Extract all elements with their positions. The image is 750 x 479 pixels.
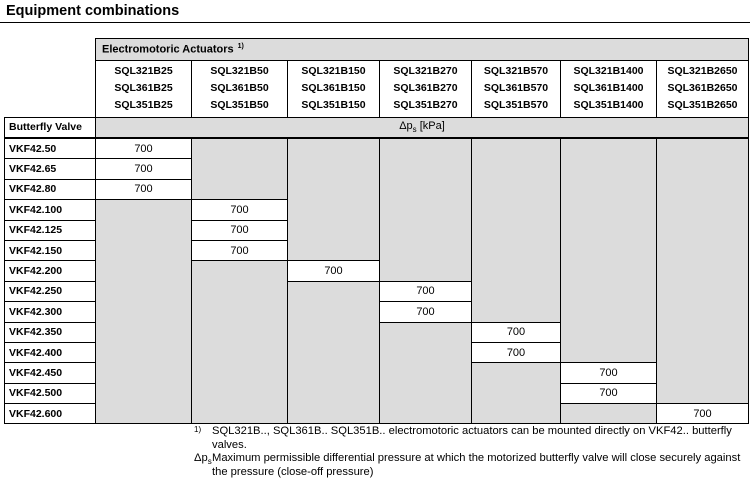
empty-cell bbox=[561, 342, 657, 362]
empty-cell bbox=[96, 404, 192, 424]
empty-cell bbox=[472, 363, 561, 383]
empty-cell bbox=[192, 302, 288, 322]
empty-cell bbox=[561, 322, 657, 342]
title-rule bbox=[0, 22, 750, 23]
unit-row bbox=[5, 117, 749, 138]
empty-cell bbox=[288, 404, 380, 424]
actuator-model: SQL321B2650 bbox=[667, 65, 738, 77]
pressure-value: 700 bbox=[96, 159, 192, 179]
table-row bbox=[5, 404, 749, 424]
valve-model: VKF42.600 bbox=[5, 404, 96, 424]
pressure-value: 700 bbox=[380, 302, 472, 322]
empty-cell bbox=[380, 261, 472, 281]
empty-cell bbox=[380, 179, 472, 199]
empty-cell bbox=[96, 261, 192, 281]
empty-cell bbox=[288, 220, 380, 240]
empty-cell bbox=[380, 342, 472, 362]
empty-cell bbox=[561, 240, 657, 260]
table-row bbox=[5, 159, 749, 179]
valve-model: VKF42.50 bbox=[5, 138, 96, 159]
actuator-model: SQL351B25 bbox=[114, 99, 173, 112]
empty-cell bbox=[657, 240, 749, 260]
table-row bbox=[5, 322, 749, 342]
actuator-model: SQL351B570 bbox=[483, 99, 549, 112]
empty-cell bbox=[380, 138, 472, 159]
actuator-model: SQL361B570 bbox=[483, 82, 549, 95]
actuator-model: SQL351B270 bbox=[393, 99, 458, 112]
table-row bbox=[5, 240, 749, 260]
empty-cell bbox=[192, 363, 288, 383]
empty-cell bbox=[561, 261, 657, 281]
actuator-group-header: Electromotoric Actuators $^{1)}$ bbox=[96, 39, 749, 61]
empty-cell bbox=[561, 159, 657, 179]
empty-cell bbox=[380, 220, 472, 240]
actuator-column-header bbox=[96, 61, 192, 118]
actuator-column-header bbox=[657, 61, 749, 118]
table-row bbox=[5, 179, 749, 199]
valve-model: VKF42.500 bbox=[5, 383, 96, 403]
actuator-column-header bbox=[192, 61, 288, 118]
actuator-model: SQL321B50 bbox=[210, 65, 269, 77]
table-row bbox=[5, 302, 749, 322]
valve-model: VKF42.150 bbox=[5, 240, 96, 260]
actuator-model: SQL361B1400 bbox=[573, 82, 644, 95]
footnote-2-text: Maximum permissible differential pressure at which the motorized butterfly valve will close securely against the pressure (close-off pressure) bbox=[212, 452, 741, 478]
table-row bbox=[5, 261, 749, 281]
actuator-column-header bbox=[472, 61, 561, 118]
valve-model: VKF42.250 bbox=[5, 281, 96, 301]
actuator-model: SQL351B150 bbox=[301, 99, 366, 112]
actuator-column-header bbox=[288, 61, 380, 118]
pressure-value: 700 bbox=[561, 363, 657, 383]
empty-cell bbox=[288, 240, 380, 260]
empty-cell bbox=[472, 383, 561, 403]
empty-cell bbox=[288, 302, 380, 322]
empty-cell bbox=[192, 179, 288, 199]
empty-cell bbox=[380, 200, 472, 220]
empty-cell bbox=[472, 200, 561, 220]
empty-cell bbox=[192, 383, 288, 403]
empty-cell bbox=[657, 322, 749, 342]
actuator-model: SQL321B150 bbox=[301, 65, 366, 77]
table-row bbox=[5, 200, 749, 220]
valve-model: VKF42.300 bbox=[5, 302, 96, 322]
empty-cell bbox=[657, 261, 749, 281]
empty-cell bbox=[561, 302, 657, 322]
footnote-2-ref: $\Delta p_s$ bbox=[194, 452, 212, 467]
pressure-value: 700 bbox=[96, 179, 192, 199]
empty-cell bbox=[380, 159, 472, 179]
actuator-models-row bbox=[5, 61, 749, 118]
table-row bbox=[5, 138, 749, 159]
valve-model: VKF42.450 bbox=[5, 363, 96, 383]
empty-cell bbox=[380, 363, 472, 383]
actuator-model: SQL361B270 bbox=[393, 82, 458, 95]
empty-cell bbox=[657, 383, 749, 403]
actuator-model: SQL361B2650 bbox=[667, 82, 738, 95]
empty-cell bbox=[192, 138, 288, 159]
empty-cell bbox=[561, 138, 657, 159]
valve-column-header: Butterfly Valve bbox=[5, 117, 96, 138]
empty-cell bbox=[380, 404, 472, 424]
empty-cell bbox=[288, 322, 380, 342]
pressure-unit-header: $\Delta p_s$ [kPa] bbox=[96, 117, 749, 138]
empty-cell bbox=[288, 179, 380, 199]
empty-cell bbox=[561, 281, 657, 301]
empty-cell bbox=[657, 342, 749, 362]
equipment-table bbox=[4, 38, 749, 424]
empty-cell bbox=[561, 200, 657, 220]
empty-cell bbox=[380, 240, 472, 260]
empty-cell bbox=[472, 138, 561, 159]
actuator-model: SQL351B50 bbox=[210, 99, 269, 112]
page-title: Equipment combinations bbox=[6, 3, 180, 19]
actuator-model: SQL361B150 bbox=[301, 82, 366, 95]
empty-cell bbox=[96, 200, 192, 220]
valve-model: VKF42.200 bbox=[5, 261, 96, 281]
empty-cell bbox=[288, 383, 380, 403]
empty-cell bbox=[192, 261, 288, 281]
table-row bbox=[5, 363, 749, 383]
empty-cell bbox=[657, 220, 749, 240]
empty-cell bbox=[96, 363, 192, 383]
pressure-value: 700 bbox=[288, 261, 380, 281]
actuator-model: SQL351B1400 bbox=[573, 99, 644, 112]
footnote-1-text: SQL321B.., SQL361B.. SQL351B.. electromotoric actuators can be mounted directly on VKF42.. butterfly valves. bbox=[212, 425, 732, 451]
valve-model: VKF42.80 bbox=[5, 179, 96, 199]
actuator-model: SQL361B50 bbox=[210, 82, 269, 95]
empty-cell bbox=[288, 363, 380, 383]
pressure-value: 700 bbox=[657, 404, 749, 424]
pressure-value: 700 bbox=[472, 342, 561, 362]
pressure-value: 700 bbox=[192, 240, 288, 260]
empty-cell bbox=[380, 383, 472, 403]
pressure-value: 700 bbox=[472, 322, 561, 342]
empty-cell bbox=[288, 159, 380, 179]
actuator-header-row bbox=[5, 39, 749, 61]
valve-model: VKF42.400 bbox=[5, 342, 96, 362]
empty-cell bbox=[288, 200, 380, 220]
empty-cell bbox=[657, 200, 749, 220]
empty-cell bbox=[472, 179, 561, 199]
pressure-value: 700 bbox=[96, 138, 192, 159]
valve-model: VKF42.65 bbox=[5, 159, 96, 179]
empty-cell bbox=[96, 240, 192, 260]
empty-cell bbox=[96, 383, 192, 403]
empty-cell bbox=[288, 342, 380, 362]
pressure-value: 700 bbox=[192, 220, 288, 240]
empty-cell bbox=[657, 281, 749, 301]
empty-cell bbox=[96, 220, 192, 240]
empty-cell bbox=[472, 159, 561, 179]
empty-cell bbox=[657, 363, 749, 383]
table-row bbox=[5, 220, 749, 240]
table-row bbox=[5, 281, 749, 301]
table-row bbox=[5, 383, 749, 403]
empty-cell bbox=[380, 322, 472, 342]
pressure-value: 700 bbox=[192, 200, 288, 220]
empty-cell bbox=[472, 281, 561, 301]
empty-cell bbox=[192, 322, 288, 342]
empty-cell bbox=[657, 179, 749, 199]
empty-cell bbox=[192, 342, 288, 362]
valve-model: VKF42.100 bbox=[5, 200, 96, 220]
corner-blank bbox=[5, 61, 96, 118]
empty-cell bbox=[561, 179, 657, 199]
actuator-model: SQL321B1400 bbox=[573, 65, 644, 77]
empty-cell bbox=[288, 281, 380, 301]
empty-cell bbox=[472, 240, 561, 260]
empty-cell bbox=[96, 281, 192, 301]
actuator-model: SQL321B270 bbox=[393, 65, 458, 77]
actuator-model: SQL351B2650 bbox=[667, 99, 738, 112]
empty-cell bbox=[472, 302, 561, 322]
empty-cell bbox=[192, 159, 288, 179]
empty-cell bbox=[657, 138, 749, 159]
empty-cell bbox=[192, 404, 288, 424]
empty-cell bbox=[657, 159, 749, 179]
pressure-value: 700 bbox=[561, 383, 657, 403]
empty-cell bbox=[96, 342, 192, 362]
empty-cell bbox=[561, 404, 657, 424]
actuator-model: SQL321B570 bbox=[483, 65, 549, 77]
empty-cell bbox=[561, 220, 657, 240]
actuator-model: SQL321B25 bbox=[114, 65, 173, 77]
empty-cell bbox=[657, 302, 749, 322]
table-row bbox=[5, 342, 749, 362]
footnote-1-ref: 1) bbox=[194, 425, 202, 434]
valve-model: VKF42.350 bbox=[5, 322, 96, 342]
empty-cell bbox=[288, 138, 380, 159]
empty-cell bbox=[96, 302, 192, 322]
empty-cell bbox=[472, 261, 561, 281]
empty-cell bbox=[96, 322, 192, 342]
actuator-column-header bbox=[380, 61, 472, 118]
empty-cell bbox=[192, 281, 288, 301]
actuator-column-header bbox=[561, 61, 657, 118]
empty-cell bbox=[472, 404, 561, 424]
corner-blank bbox=[5, 39, 96, 61]
pressure-value: 700 bbox=[380, 281, 472, 301]
actuator-model: SQL361B25 bbox=[114, 82, 173, 95]
valve-model: VKF42.125 bbox=[5, 220, 96, 240]
empty-cell bbox=[472, 220, 561, 240]
